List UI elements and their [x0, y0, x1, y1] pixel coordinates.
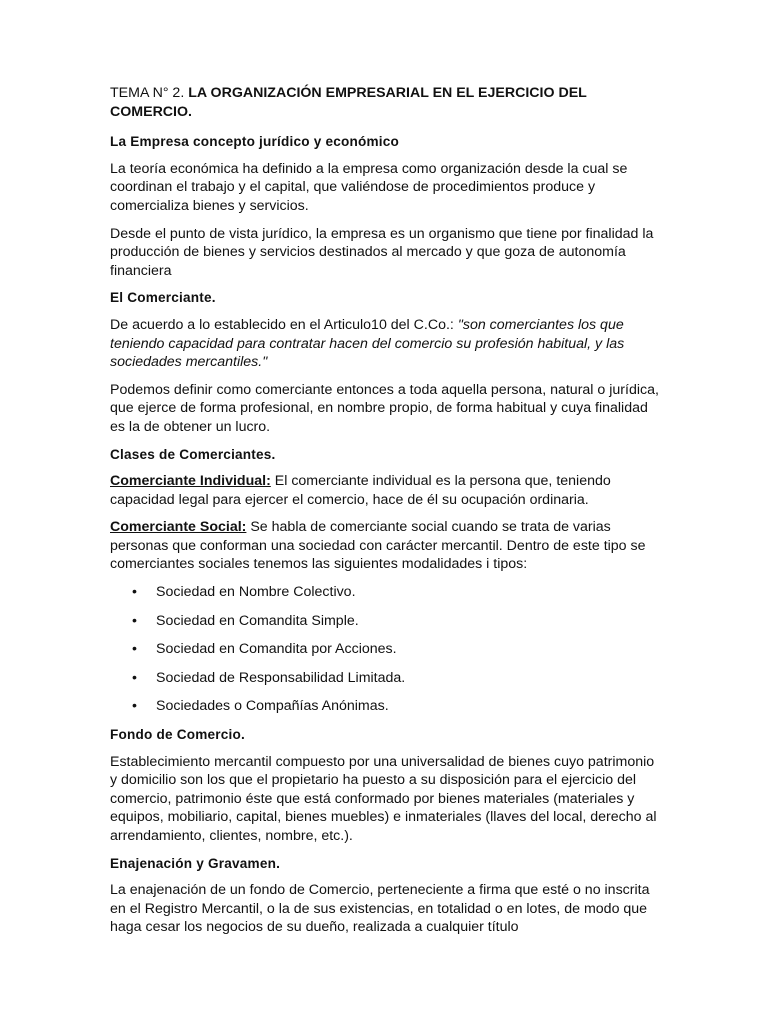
paragraph-empresa-juridica: Desde el punto de vista jurídico, la empresa es un organismo que tiene por finalidad la producción de bienes y servicios destinados al mercado y que goza de autonomía financiera — [110, 225, 654, 279]
label-comerciante-individual: Comerciante Individual: — [110, 473, 271, 490]
text-comerciante-individual: El comerciante individual es la persona que, teniendo capacidad legal para ejercer el comercio, hace de él su ocupación ordinaria. — [110, 473, 611, 508]
sociedades-list — [110, 583, 662, 716]
bullet-icon: • — [132, 698, 137, 715]
title-prefix: TEMA N° 2. — [110, 85, 189, 101]
bullet-icon: • — [132, 584, 137, 601]
heading-comerciante: El Comerciante. — [110, 290, 216, 306]
heading-empresa: La Empresa concepto jurídico y económico — [110, 134, 400, 150]
articulo-quote: "son comerciantes los que teniendo capacidad para contratar hacen del comercio su profesión habitual, y las sociedades mercantiles." — [110, 316, 625, 371]
paragraph-comerciante-individual — [110, 472, 662, 509]
list-item: • Sociedad en Comandita por Acciones. — [132, 641, 397, 658]
document-body — [110, 84, 662, 946]
paragraph-articulo-10 — [110, 316, 662, 372]
document-title — [110, 84, 662, 121]
bullet-icon: • — [132, 612, 137, 629]
list-item: • Sociedad en Comandita Simple. — [132, 612, 359, 629]
paragraph-empresa-economica: La teoría económica ha definido a la empresa como organización desde la cual se coordinan el trabajo y el capital, que valiéndose de procedimientos produce y comercializa bienes y servicios. — [110, 160, 628, 214]
heading-fondo: Fondo de Comercio. — [110, 727, 246, 743]
list-item: • Sociedades o Compañías Anónimas. — [132, 698, 389, 715]
bullet-icon: • — [132, 641, 137, 658]
paragraph-enajenacion: La enajenación de un fondo de Comercio, perteneciente a firma que esté o no inscrita en el Registro Mercantil, o la de sus existencias, en totalidad o en lotes, de modo que haga cesar los negocios de su dueño, realizada a cualquier título — [110, 882, 650, 936]
label-comerciante-social: Comerciante Social: — [110, 519, 247, 536]
paragraph-fondo: Establecimiento mercantil compuesto por una universalidad de bienes cuyo patrimonio y domicilio son los que el propietario ha puesto a su disposición para el ejercicio del comercio, patrimonio éste que está conformado por bienes materiales (materiales y equipos, mobiliario, capital, bienes muebles) e inmateriales (llaves del local, derecho al arrendamiento, clientes, nombre, etc.). — [110, 753, 657, 844]
list-item: • Sociedad de Responsabilidad Limitada. — [132, 669, 406, 686]
paragraph-definicion-comerciante: Podemos definir como comerciante entonces a toda aquella persona, natural o jurídica, que ejerce de forma profesional, en nombre propio, de forma habitual y cuya finalidad es la de obtener un lucro. — [110, 381, 659, 435]
bullet-icon: • — [132, 669, 137, 686]
articulo-intro: De acuerdo a lo establecido en el Articulo10 del C.Co.: — [110, 316, 458, 333]
list-item: • Sociedad en Nombre Colectivo. — [132, 584, 356, 601]
paragraph-comerciante-social — [110, 518, 662, 574]
heading-clases: Clases de Comerciantes. — [110, 446, 276, 462]
title-main: LA ORGANIZACIÓN EMPRESARIAL EN EL EJERCICIO DEL COMERCIO. — [110, 85, 587, 120]
text-comerciante-social: Se habla de comerciante social cuando se trata de varias personas que conforman una sociedad con carácter mercantil. Dentro de este tipo se comerciantes sociales tenemos las siguientes modalidades i tipos: — [110, 519, 646, 573]
heading-enajenacion: Enajenación y Gravamen. — [110, 855, 281, 871]
